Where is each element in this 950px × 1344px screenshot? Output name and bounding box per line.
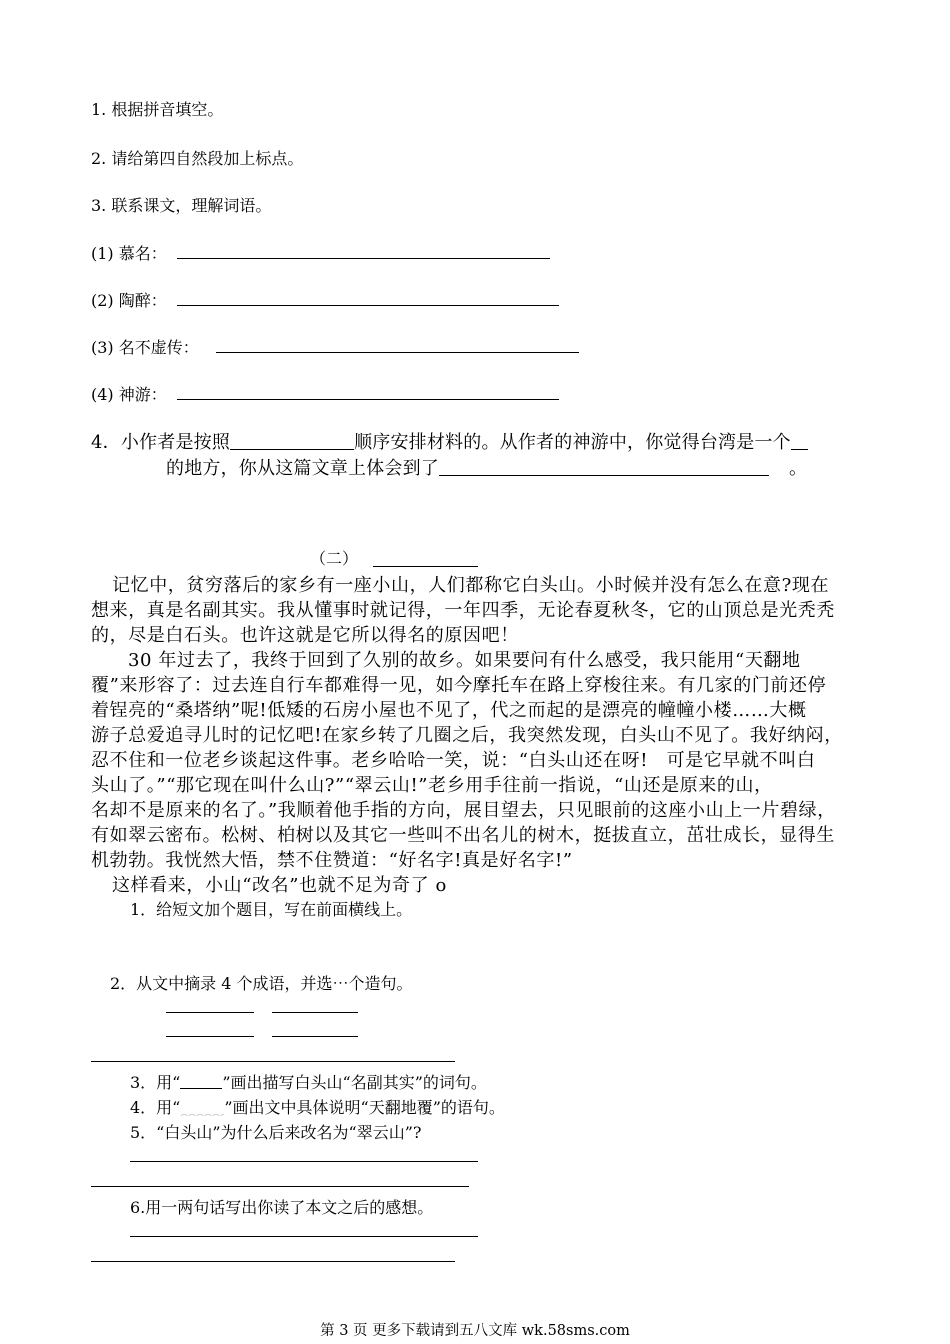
question-4-line-1: [91, 428, 808, 454]
passage-line: 这样看来，小山“改名”也就不足为奇了 o: [112, 875, 447, 896]
passage-question-5: 5．“白头山”为什么后来改名为“翠云山”?: [130, 1123, 422, 1142]
term-item-1-label: (1) 慕名：: [91, 244, 167, 263]
passage-line: 游子总爱追寻儿时的记忆吧!在家乡转了几圈之后，我突然发现，白头山不见了。我好纳闷，: [91, 725, 843, 746]
idiom-blank-4[interactable]: [272, 1036, 358, 1037]
passage-line: 名却不是原来的名了。”我顺着他手指的方向，展目望去，只见眼前的这座小山上一片碧绿，: [91, 800, 836, 821]
sentence-answer-line[interactable]: [91, 1061, 455, 1062]
question-4-blank-3[interactable]: [439, 475, 769, 476]
question-4-text-c: 的地方，你从这篇文章上体会到了: [166, 458, 439, 479]
passage-question-3: [130, 1070, 487, 1093]
passage-line: 的，尽是白石头。也许这就是它所以得名的原因吧！: [91, 625, 519, 646]
straight-underline-symbol: [180, 1088, 222, 1089]
term-item-2-answer-line[interactable]: [177, 305, 559, 306]
passage-title-blank[interactable]: [373, 566, 478, 567]
question-5-answer-line-2[interactable]: [91, 1186, 469, 1187]
passage-question-2: 2．从文中摘录 4 个成语，并选⋯个造句。: [110, 974, 413, 993]
question-4-text-b: ”画出文中具体说明“天翻地覆”的语句。: [224, 1098, 505, 1117]
question-3-text-a: 3．用“: [130, 1073, 181, 1092]
question-3-text-b: ”画出描写白头山“名副其实”的词句。: [222, 1073, 487, 1092]
term-item-3-answer-line[interactable]: [216, 352, 579, 353]
passage-question-1: 1．给短文加个题目，写在前面横线上。: [130, 900, 413, 919]
passage-line: 记忆中，贫穷落后的家乡有一座小山，人们都称它白头山。小时候并没有怎么在意?现在: [112, 575, 830, 596]
question-5-answer-line-1[interactable]: [130, 1161, 478, 1162]
question-4-line-2: [166, 454, 807, 480]
question-2: 2. 请给第四自然段加上标点。: [91, 149, 304, 168]
passage-line: 有如翠云密布。松树、柏树以及其它一些叫不出名儿的树木，挺拔直立，茁壮成长，显得生: [91, 825, 835, 846]
question-4-blank-1[interactable]: [230, 449, 354, 450]
question-3: 3. 联系课文，理解词语。: [91, 196, 272, 215]
passage-line: 覆”来形容了：过去连自行车都难得一见，如今摩托车在路上穿梭往来。有几家的门前还停: [91, 675, 827, 696]
section-title: （二）: [310, 549, 359, 568]
question-6-answer-line-1[interactable]: [130, 1236, 478, 1237]
passage-question-6: 6.用一两句话写出你读了本文之后的感想。: [130, 1198, 434, 1217]
passage-line: 想来，真是名副其实。我从懂事时就记得，一年四季，无论春夏秋冬，它的山顶总是光秃秃: [91, 600, 835, 621]
question-1: 1. 根据拼音填空。: [91, 100, 224, 119]
question-6-answer-line-2[interactable]: [91, 1261, 455, 1262]
idiom-blank-2[interactable]: [272, 1012, 358, 1013]
passage-line: 着锃亮的“桑塔纳”呢!低矮的石房小屋也不见了，代之而起的是漂亮的幢幢小楼……大概: [91, 700, 807, 721]
idiom-blank-3[interactable]: [166, 1036, 254, 1037]
passage-line: 头山了。”“那它现在叫什么山?”“翠云山!”老乡用手往前一指说，“山还是原来的山，: [91, 775, 773, 796]
question-4-text-b: 顺序安排材料的。从作者的神游中，你觉得台湾是一个: [354, 432, 791, 453]
passage-line: 机勃勃。我恍然大悟，禁不住赞道：“好名字!真是好名字!”: [91, 850, 573, 871]
term-item-2-label: (2) 陶醉：: [91, 291, 167, 310]
question-4-blank-2[interactable]: [791, 449, 808, 450]
wavy-underline-symbol: [180, 1102, 224, 1116]
page-footer: 第 3 页 更多下载请到五八文库 wk.58sms.com: [320, 1323, 630, 1339]
question-4-text-a: 4．小作者是按照: [91, 432, 231, 453]
passage-line: 30 年过去了，我终于回到了久别的故乡。如果要问有什么感受，我只能用“天翻地: [128, 650, 801, 671]
idiom-blank-1[interactable]: [166, 1012, 254, 1013]
term-item-1-answer-line[interactable]: [177, 258, 550, 259]
question-4-period: 。: [789, 458, 808, 479]
passage-line: 忍不住和一位老乡谈起这件事。老乡哈哈一笑，说：“白头山还在呀! 可是它早就不叫白: [91, 750, 816, 771]
term-item-4-answer-line[interactable]: [177, 399, 559, 400]
passage-question-4: [130, 1095, 505, 1118]
term-item-4-label: (4) 神游：: [91, 385, 167, 404]
term-item-3-label: (3) 名不虚传：: [91, 338, 199, 357]
question-4-text-a: 4．用“: [130, 1098, 181, 1117]
